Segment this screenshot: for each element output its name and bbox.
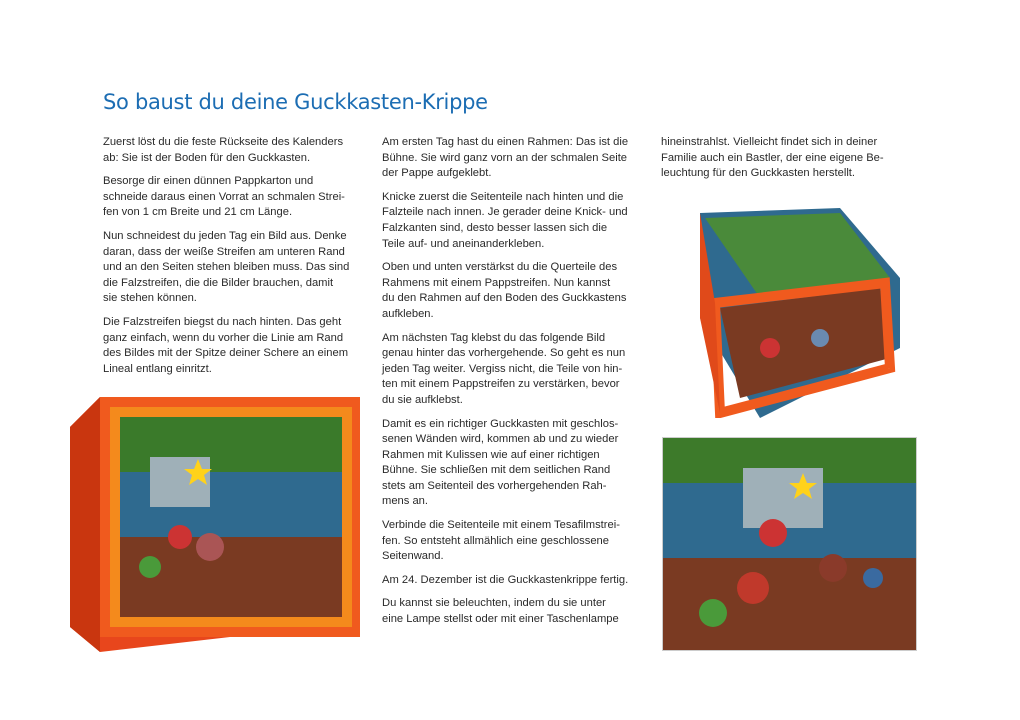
peepbox-angled-photo [700,208,900,418]
text-column-1 [103,135,378,385]
page-title: So baust du deine Guckkasten-Krippe [103,90,488,114]
paragraph: Oben und unten verstärkst du die Querteile des Rahmens mit einem Pappstreifen. Nun kannst du den Rahmen auf den Boden des Guckkastens aufkleben. [382,261,627,320]
paragraph: Du kannst sie beleuchten, indem du sie unter eine Lampe stellst oder mit einer Taschenlampe [382,597,619,626]
paragraph: Nun schneidest du jeden Tag ein Bild aus. Denke daran, dass der weiße Streifen am unteren Rand und an den Seiten stehen bleiben muss. Das sind die Falzstreifen, die die Bilder brauchen, damit sie stehen können. [103,229,350,305]
text-column-3 [661,135,936,190]
paragraph: Am ersten Tag hast du einen Rahmen: Das ist die Bühne. Sie wird ganz vorn an der schmalen Seite der Pappe aufgeklebt. [382,136,629,180]
nativity-scene-picture [662,437,917,651]
paragraph: Zuerst löst du die feste Rückseite des Kalenders ab: Sie ist der Boden für den Guckkasten. [103,136,344,164]
paragraph: hineinstrahlst. Vielleicht findet sich in deiner Familie auch ein Bastler, der eine eigene Be- leuchtung für den Guckkasten herstellt. [661,136,884,180]
paragraph: Die Falzstreifen biegst du nach hinten. Das geht ganz einfach, wenn du vorher die Linie am Rand des Bildes mit der Spitze deiner Schere an einem Lineal entlang einritzt. [103,315,349,375]
paragraph: Knicke zuerst die Seitenteile nach hinten und die Falzteile nach innen. Je gerader deine Knick- und Falzkanten sind, desto besser lassen sich die Teile auf- und aneinanderkleben. [382,190,628,250]
paragraph: Am nächsten Tag klebst du das folgende Bild genau hinter das vorhergehende. So geht es nun jeden Tag weiter. Vergiss nicht, die Teile von hin- ten mit einem Pappstreifen zu verstärken, bevor du sie aufklebst. [382,331,626,406]
text-column-2 [382,135,657,636]
paragraph: Verbinde die Seitenteile mit einem Tesafilmstrei- fen. So entsteht allmählich eine geschlossene Seitenwand. [382,519,620,563]
paragraph: Damit es ein richtiger Guckkasten mit geschlos- senen Wänden wird, kommen ab und zu wieder Rahmen mit Kulissen wie auf einer richtigen Bühne. Sie schließen mit dem seitlichen Rand stets am Seitenteil des vorhergehenden Rah- mens an. [382,417,619,508]
paragraph: Am 24. Dezember ist die Guckkastenkrippe fertig. [382,573,629,586]
paragraph: Besorge dir einen dünnen Pappkarton und schneide daraus einen Vorrat an schmalen Strei- fen von 1 cm Breite und 21 cm Länge. [103,175,345,219]
peepbox-front-photo [70,397,360,652]
